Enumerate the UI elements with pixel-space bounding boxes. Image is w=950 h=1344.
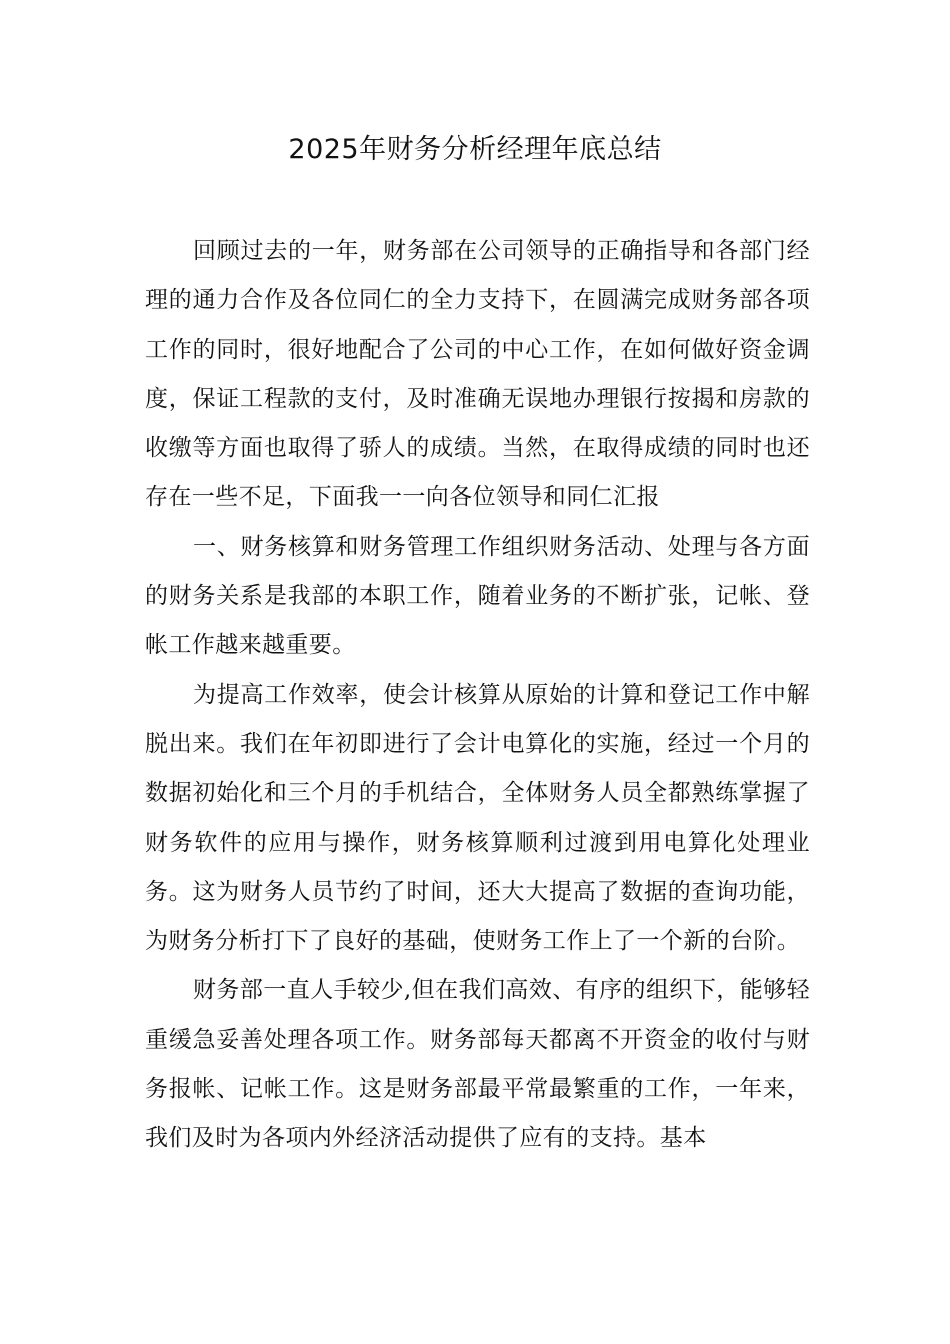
paragraph-staffing: 财务部一直人手较少,但在我们高效、有序的组织下，能够轻重缓急妥善处理各项工作。财务部每天都离不开资金的收付与财务报帐、记帐工作。这是财务部最平常最繁重的工作，一年来，我们及时为各项内外经济活动提供了应有的支持。基本 <box>145 977 810 1152</box>
paragraph-section-one: 一、财务核算和财务管理工作组织财务活动、处理与各方面的财务关系是我部的本职工作，随着业务的不断扩张，记帐、登帐工作越来越重要。 <box>145 533 810 659</box>
paragraph-intro: 回顾过去的一年，财务部在公司领导的正确指导和各部门经理的通力合作及各位同仁的全力支持下，在圆满完成财务部各项工作的同时，很好地配合了公司的中心工作，在如何做好资金调度，保证工程款的支付，及时准确无误地办理银行按揭和房款的收缴等方面也取得了骄人的成绩。当然，在取得成绩的同时也还存在一些不足，下面我一一向各位领导和同仁汇报 <box>145 238 810 511</box>
document-title: 2025年财务分析经理年底总结 <box>288 134 662 165</box>
document-body <box>145 227 810 1164</box>
paragraph-efficiency: 为提高工作效率，使会计核算从原始的计算和登记工作中解脱出来。我们在年初即进行了会计电算化的实施，经过一个月的数据初始化和三个月的手机结合，全体财务人员全都熟练掌握了财务软件的应用与操作，财务核算顺利过渡到用电算化处理业务。这为财务人员节约了时间，还大大提高了数据的查询功能，为财务分析打下了良好的基础，使财务工作上了一个新的台阶。 <box>145 681 810 955</box>
